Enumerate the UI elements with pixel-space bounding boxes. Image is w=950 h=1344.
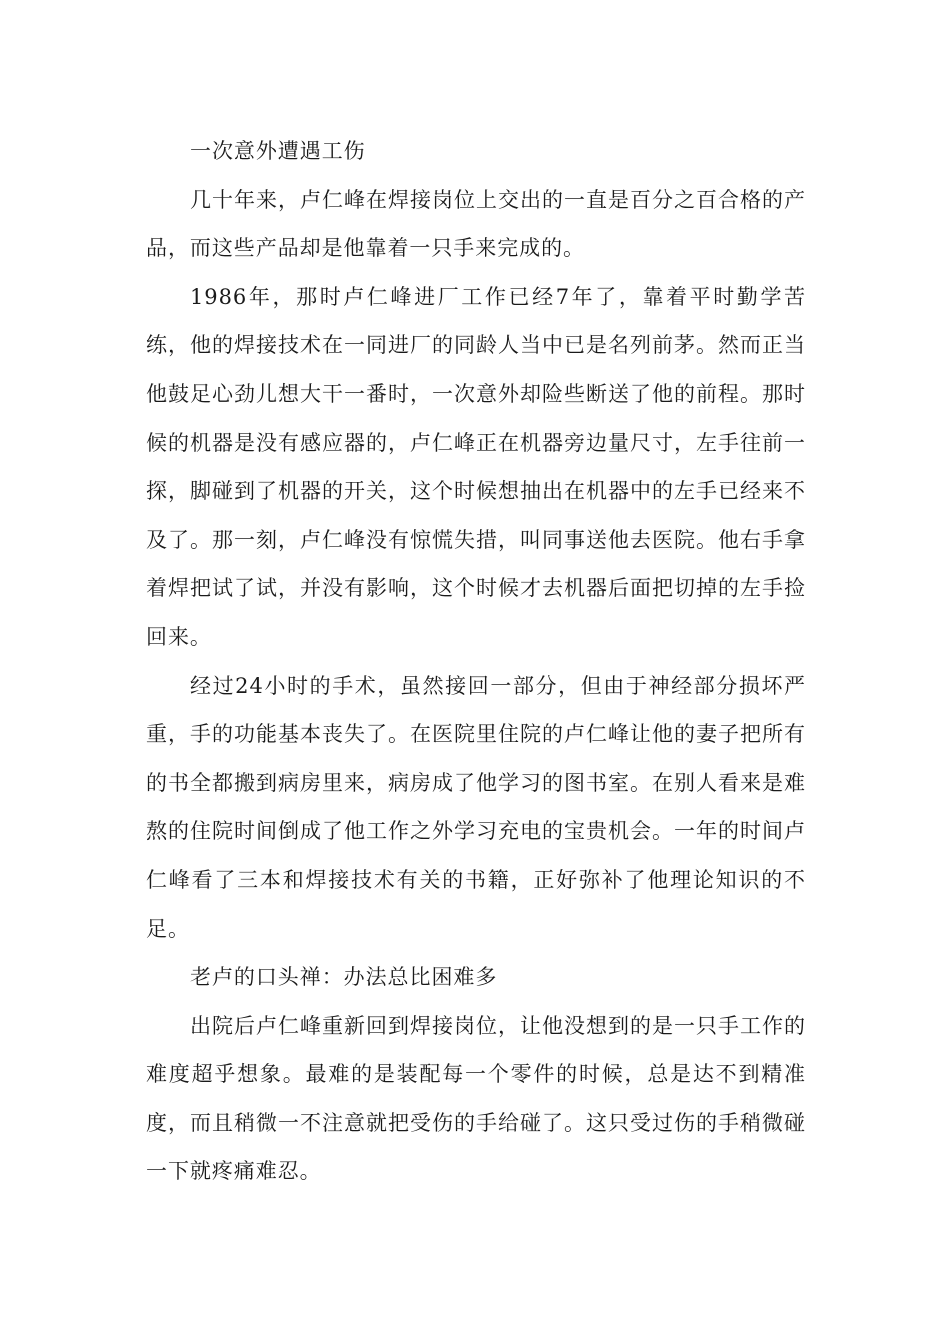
paragraph-surgery: 经过24小时的手术，虽然接回一部分，但由于神经部分损坏严重，手的功能基本丧失了。在医院里住院的卢仁峰让他的妻子把所有的书全都搬到病房里来，病房成了他学习的图书室。在别人看来是难熬的住院时间倒成了他工作之外学习充电的宝贵机会。一年的时间卢仁峰看了三本和焊接技术有关的书籍，正好弥补了他理论知识的不足。 <box>146 673 806 941</box>
paragraph-return-to-work: 出院后卢仁峰重新回到焊接岗位，让他没想到的是一只手工作的难度超乎想象。最难的是装配每一个零件的时候，总是达不到精准度，而且稍微一不注意就把受伤的手给碰了。这只受过伤的手稍微碰一下就疼痛难忍。 <box>146 1013 806 1184</box>
paragraph-intro: 几十年来，卢仁峰在焊接岗位上交出的一直是百分之百合格的产品，而这些产品却是他靠着一只手来完成的。 <box>146 187 806 261</box>
section-heading-injury: 一次意外遭遇工伤 <box>190 139 366 163</box>
paragraph-accident: 1986年，那时卢仁峰进厂工作已经7年了，靠着平时勤学苦练，他的焊接技术在一同进厂的同龄人当中已是名列前茅。然而正当他鼓足心劲儿想大干一番时，一次意外却险些断送了他的前程。那时候的机器是没有感应器的，卢仁峰正在机器旁边量尺寸，左手往前一探，脚碰到了机器的开关，这个时候想抽出在机器中的左手已经来不及了。那一刻，卢仁峰没有惊慌失措，叫同事送他去医院。他右手拿着焊把试了试，并没有影响，这个时候才去机器后面把切掉的左手捡回来。 <box>146 284 806 649</box>
document-page <box>146 127 806 1196</box>
section-heading-motto: 老卢的口头禅：办法总比困难多 <box>190 965 498 990</box>
